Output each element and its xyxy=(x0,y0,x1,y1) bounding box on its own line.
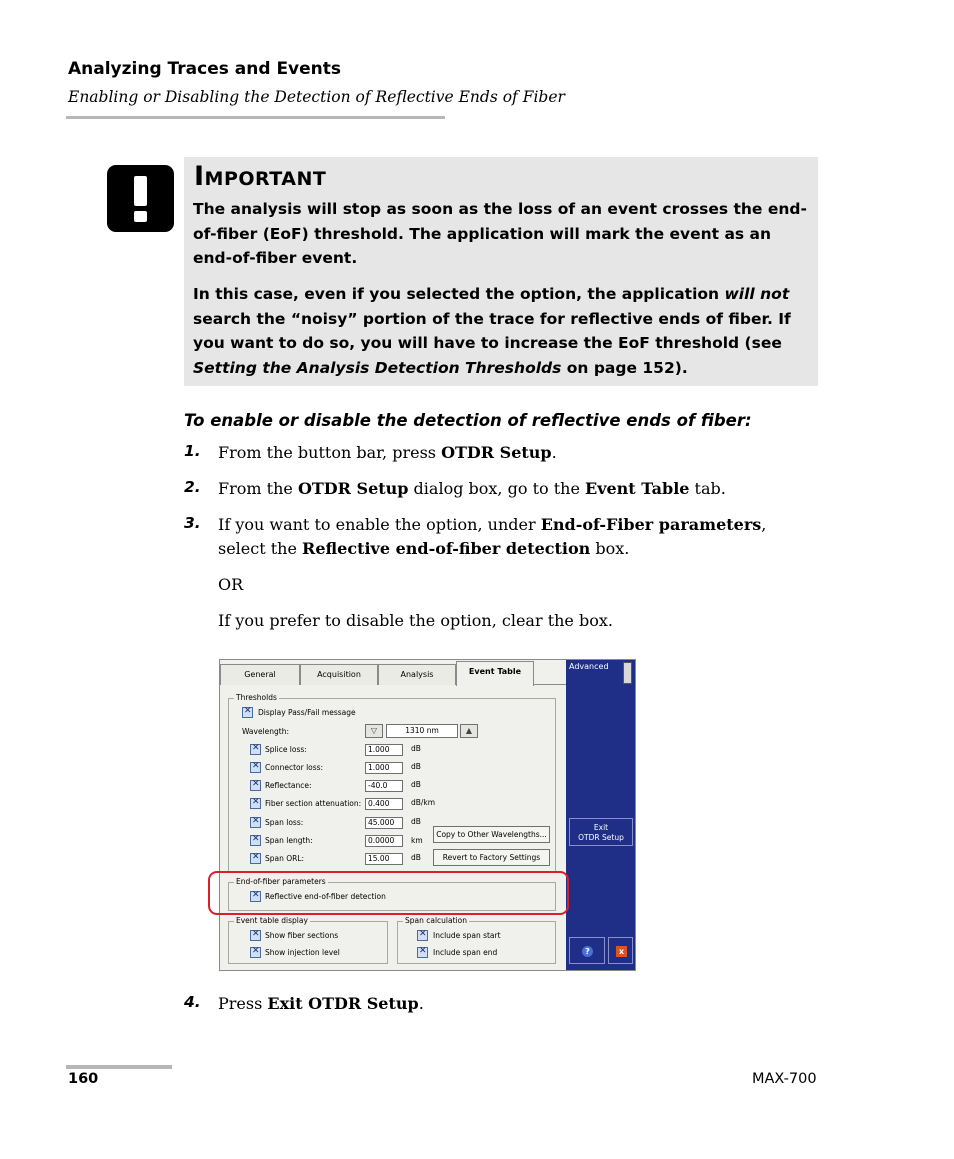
header-rule xyxy=(66,116,445,119)
fiber-attenuation-checkbox[interactable] xyxy=(250,798,261,809)
wavelength-up-button[interactable]: ▲ xyxy=(460,724,478,738)
span-length-input[interactable]: 0.0000 xyxy=(365,835,403,847)
splice-loss-checkbox[interactable] xyxy=(250,744,261,755)
display-pass-fail-label: Display Pass/Fail message xyxy=(258,708,356,717)
step-3-alternative: If you prefer to disable the option, clear the box. xyxy=(218,611,613,630)
span-length-label: Span length: xyxy=(265,836,313,845)
show-injection-level-label: Show injection level xyxy=(265,948,340,957)
page-number: 160 xyxy=(68,1071,99,1087)
tab-bar xyxy=(220,660,566,685)
splice-loss-input[interactable]: 1.000 xyxy=(365,744,403,756)
include-span-start-checkbox[interactable] xyxy=(417,930,428,941)
span-orl-checkbox[interactable] xyxy=(250,853,261,864)
section-title: Analyzing Traces and Events xyxy=(68,59,342,79)
include-span-end-label: Include span end xyxy=(433,948,498,957)
span-loss-label: Span loss: xyxy=(265,818,304,827)
splice-loss-unit: dB xyxy=(411,744,421,753)
span-calculation-label: Span calculation xyxy=(405,916,467,925)
connector-loss-checkbox[interactable] xyxy=(250,762,261,773)
important-note xyxy=(184,157,818,386)
show-fiber-sections-checkbox[interactable] xyxy=(250,930,261,941)
important-heading: Important xyxy=(194,161,327,192)
span-length-unit: km xyxy=(411,836,423,845)
reflectance-input[interactable]: -40.0 xyxy=(365,780,403,792)
button-bar xyxy=(566,660,636,971)
tab-acquisition[interactable]: Acquisition xyxy=(300,664,378,685)
exit-otdr-setup-button[interactable]: Exit OTDR Setup xyxy=(569,818,633,846)
revert-factory-button[interactable]: Revert to Factory Settings xyxy=(433,849,550,866)
wavelength-field[interactable]: 1310 nm xyxy=(386,724,458,738)
event-table-display-label: Event table display xyxy=(236,916,308,925)
important-paragraph-2: In this case, even if you selected the option, the application will not search the “noisy” portion of the trace for reflective ends of fiber. If you want to do so, you will have to increase the EoF threshold (see Setting the Analysis Detection Thresholds on page 152). xyxy=(193,285,791,377)
span-loss-unit: dB xyxy=(411,817,421,826)
procedure-title: To enable or disable the detection of reflective ends of fiber: xyxy=(184,411,752,430)
step-1-text: From the button bar, press OTDR Setup. xyxy=(218,443,557,462)
include-span-end-checkbox[interactable] xyxy=(417,947,428,958)
end-of-fiber-label: End-of-fiber parameters xyxy=(236,877,326,886)
reflectance-checkbox[interactable] xyxy=(250,780,261,791)
copy-wavelengths-button[interactable]: Copy to Other Wavelengths... xyxy=(433,826,550,843)
span-orl-label: Span ORL: xyxy=(265,854,305,863)
reflective-eof-label: Reflective end-of-fiber detection xyxy=(265,892,386,901)
connector-loss-label: Connector loss: xyxy=(265,763,324,772)
step-2-text: From the OTDR Setup dialog box, go to the Event Table tab. xyxy=(218,479,726,498)
display-pass-fail-checkbox[interactable] xyxy=(242,707,253,718)
connector-loss-input[interactable]: 1.000 xyxy=(365,762,403,774)
span-orl-input[interactable]: 15.00 xyxy=(365,853,403,865)
reflectance-label: Reflectance: xyxy=(265,781,312,790)
advanced-label: Advanced xyxy=(569,662,609,671)
exclamation-icon xyxy=(107,165,174,232)
step-3-or: OR xyxy=(218,575,244,594)
span-length-checkbox[interactable] xyxy=(250,835,261,846)
fiber-attenuation-unit: dB/km xyxy=(411,798,436,807)
span-loss-checkbox[interactable] xyxy=(250,817,261,828)
span-loss-input[interactable]: 45.000 xyxy=(365,817,403,829)
section-subtitle: Enabling or Disabling the Detection of Reflective Ends of Fiber xyxy=(68,88,565,106)
thresholds-label: Thresholds xyxy=(236,693,277,702)
tab-analysis[interactable]: Analysis xyxy=(378,664,456,685)
reflectance-unit: dB xyxy=(411,780,421,789)
close-icon: x xyxy=(616,946,627,957)
otdr-setup-screenshot xyxy=(219,659,636,971)
wavelength-label: Wavelength: xyxy=(242,727,290,736)
fiber-attenuation-label: Fiber section attenuation: xyxy=(265,799,362,808)
product-name: MAX-700 xyxy=(752,1071,817,1087)
fiber-attenuation-input[interactable]: 0.400 xyxy=(365,798,403,810)
close-button[interactable] xyxy=(608,937,633,964)
help-button[interactable] xyxy=(569,937,605,964)
connector-loss-unit: dB xyxy=(411,762,421,771)
footer-rule xyxy=(66,1065,172,1069)
step-3-text: If you want to enable the option, under End-of-Fiber parameters, select the Reflective end-of-fiber detection box. xyxy=(218,515,767,558)
cross-reference: Setting the Analysis Detection Thresholds xyxy=(193,358,562,377)
step-4-text: Press Exit OTDR Setup. xyxy=(218,994,424,1013)
step-number: 1. xyxy=(184,442,201,460)
show-injection-level-checkbox[interactable] xyxy=(250,947,261,958)
include-span-start-label: Include span start xyxy=(433,931,501,940)
step-number: 2. xyxy=(184,478,201,496)
span-orl-unit: dB xyxy=(411,853,421,862)
tab-general[interactable]: General xyxy=(220,664,300,685)
show-fiber-sections-label: Show fiber sections xyxy=(265,931,339,940)
wavelength-down-button[interactable]: ▽ xyxy=(365,724,383,738)
tab-event-table[interactable]: Event Table xyxy=(456,661,534,686)
step-number: 4. xyxy=(184,993,201,1011)
slider-icon[interactable] xyxy=(623,662,632,684)
splice-loss-label: Splice loss: xyxy=(265,745,307,754)
highlight-ellipse xyxy=(208,871,569,915)
help-icon: ? xyxy=(582,946,593,957)
important-paragraph-1: The analysis will stop as soon as the loss of an event crosses the end-of-fiber (EoF) threshold. The application will mark the event as an end-of-fiber event. xyxy=(193,200,807,267)
step-number: 3. xyxy=(184,514,201,532)
